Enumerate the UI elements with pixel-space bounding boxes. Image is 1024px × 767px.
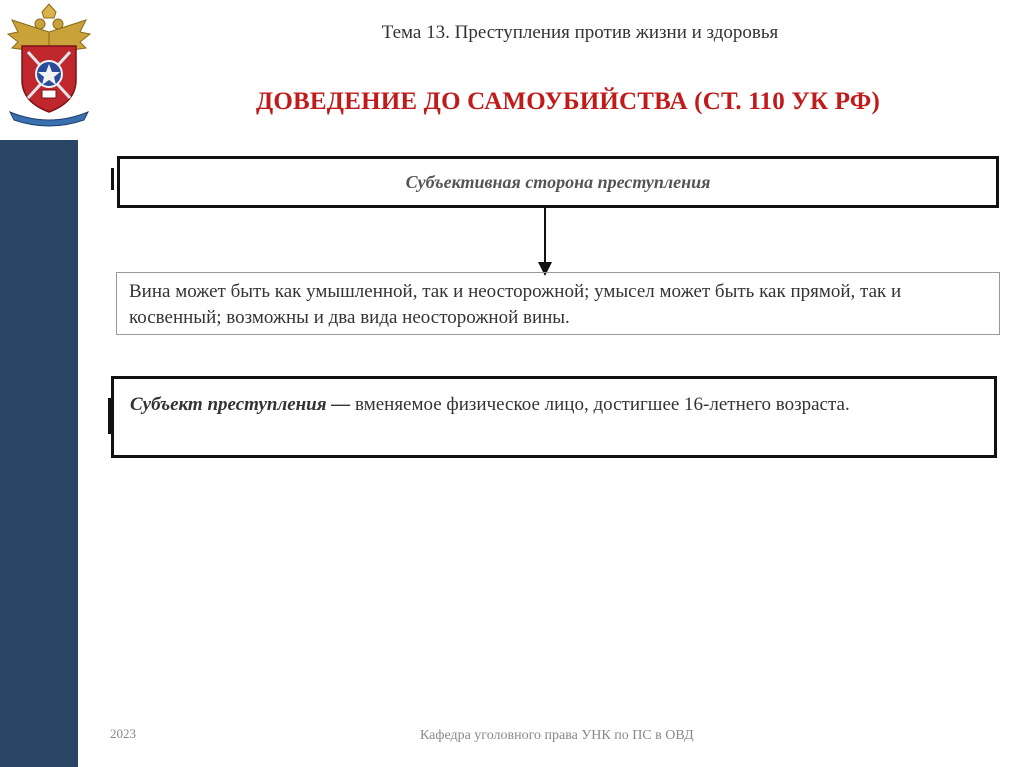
footer-department: Кафедра уголовного права УНК по ПС в ОВД <box>420 728 694 743</box>
box-notch-top <box>111 168 114 190</box>
side-bar <box>0 140 78 767</box>
subject-term: Субъект преступления — <box>130 394 351 415</box>
subjective-side-box <box>117 156 999 208</box>
arrow-down-icon <box>530 206 560 278</box>
subjective-side-label: Субъективная сторона преступления <box>405 171 711 192</box>
police-academy-emblem-icon <box>4 2 94 128</box>
subject-text: вменяемое физическое лицо, достигшее 16-летнего возраста. <box>350 394 850 415</box>
topic-heading: Тема 13. Преступления против жизни и здоровья <box>381 22 779 43</box>
subject-box <box>111 376 997 458</box>
guilt-text: Вина может быть как умышленной, так и неосторожной; умысел может быть как прямой, так и косвенный; возможны и два вида неосторожной вины. <box>129 281 902 328</box>
footer-year: 2023 <box>110 726 136 741</box>
page-title: ДОВЕДЕНИЕ ДО САМОУБИЙСТВА (СТ. 110 УК РФ) <box>256 88 880 115</box>
guilt-box <box>116 272 1000 335</box>
